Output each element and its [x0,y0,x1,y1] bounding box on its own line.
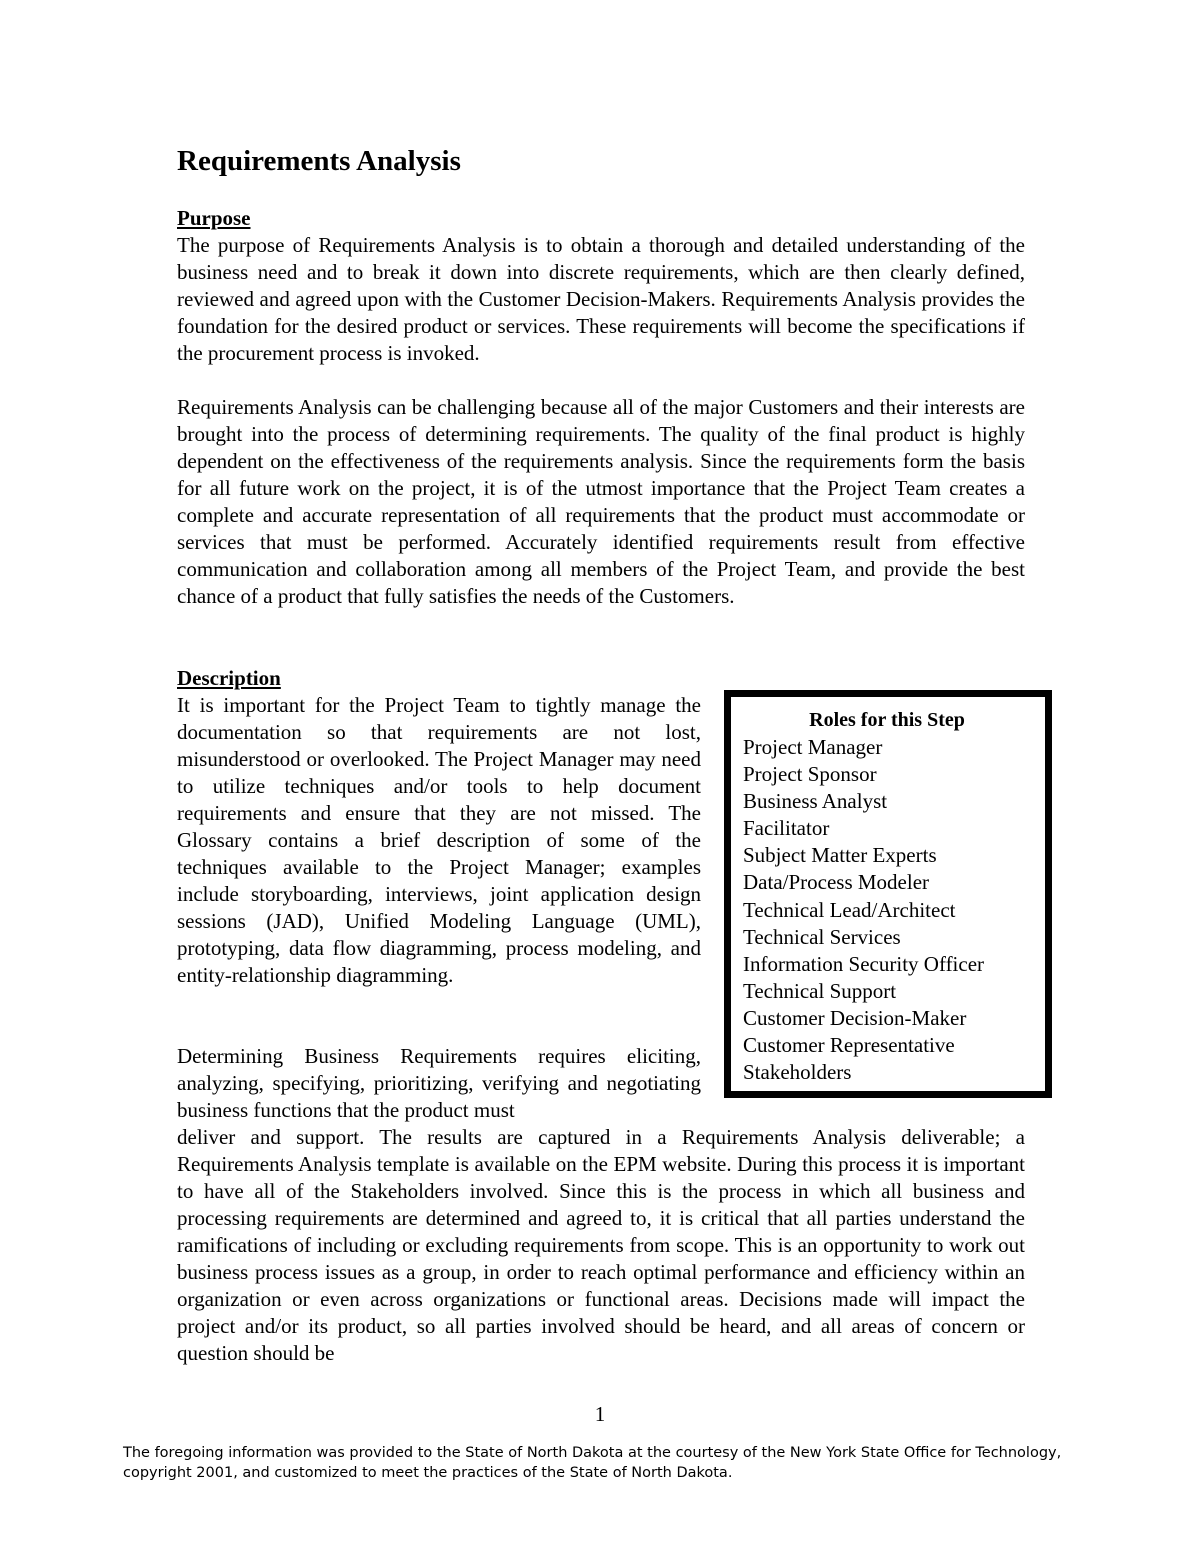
footer-note: The foregoing information was provided to the State of North Dakota at the courtesy of the New York State Office for Technology, copyright 2001, and customized to meet the practices of the State of North Dakota. [123,1445,1062,1481]
role-item: Technical Services [743,924,901,949]
role-item: Information Security Officer [743,951,985,976]
roles-box [724,690,1052,1098]
role-item: Stakeholders [743,1060,852,1085]
role-item: Customer Representative [743,1033,955,1058]
description-paragraph-2-continued: deliver and support. The results are captured in a Requirements Analysis deliverable; a Requirements Analysis template is available on the EPM website. During this process it is important to have all of the Stakeholders involved. Since this is the process in which all business and processing requirements are determined and agreed to, it is critical that all parties understand the ramifications of including or excluding requirements from scope. This is an opportunity to work out business process issues as a group, in order to reach optimal performance and efficiency within an organization or even across organizations or functional areas. Decisions made will impact the project and/or its product, so all parties involved should be heard, and all areas of concern or question should be [177,1125,1025,1365]
role-item: Facilitator [743,816,830,841]
roles-box-title: Roles for this Step [809,709,965,731]
page-title: Requirements Analysis [177,145,461,177]
purpose-paragraph-2: Requirements Analysis can be challenging because all of the major Customers and their interests are brought into the process of determining requirements. The quality of the final product is highly dependent on the effectiveness of the requirements analysis. Since the requirements form the basis for all future work on the project, it is of the utmost importance that the Project Team creates a complete and accurate representation of all requirements that the product must accommodate or services that must be performed. Accurately identified requirements result from effective communication and collaboration among all members of the Project Team, and provide the best chance of a product that fully satisfies the needs of the Customers. [177,395,1025,608]
role-item: Technical Support [743,978,897,1003]
purpose-paragraph-1: The purpose of Requirements Analysis is to obtain a thorough and detailed understanding of the business need and to break it down into discrete requirements, which are then clearly defined, reviewed and agreed upon with the Customer Decision-Makers. Requirements Analysis provides the foundation for the desired product or services. These requirements will become the specifications if the procurement process is invoked. [177,233,1025,365]
role-item: Customer Decision-Maker [743,1005,967,1030]
role-item: Technical Lead/Architect [743,897,956,922]
purpose-heading: Purpose [177,206,251,230]
role-item: Project Sponsor [743,762,877,787]
description-heading: Description [177,666,281,690]
role-item: Subject Matter Experts [743,843,937,868]
role-item: Data/Process Modeler [743,870,930,895]
role-item: Project Manager [743,735,883,759]
page-number: 1 [594,1402,606,1426]
role-item: Business Analyst [743,789,888,814]
roles-list [743,734,1031,1086]
description-paragraph-1: It is important for the Project Team to tightly manage the documentation so that requirements are not lost, misunderstood or overlooked. The Project Manager may need to utilize techniques and/or tools to help document requirements and ensure that they are not missed. The Glossary contains a brief description of some of the techniques available to the Project Manager; examples include storyboarding, interviews, joint application design sessions (JAD), Unified Modeling Language (UML), prototyping, data flow diagramming, process modeling, and entity-relationship diagramming. [177,693,701,987]
description-paragraph-2-start: Determining Business Requirements requires eliciting, analyzing, specifying, prioritizing, verifying and negotiating business functions that the product must [177,1044,701,1122]
